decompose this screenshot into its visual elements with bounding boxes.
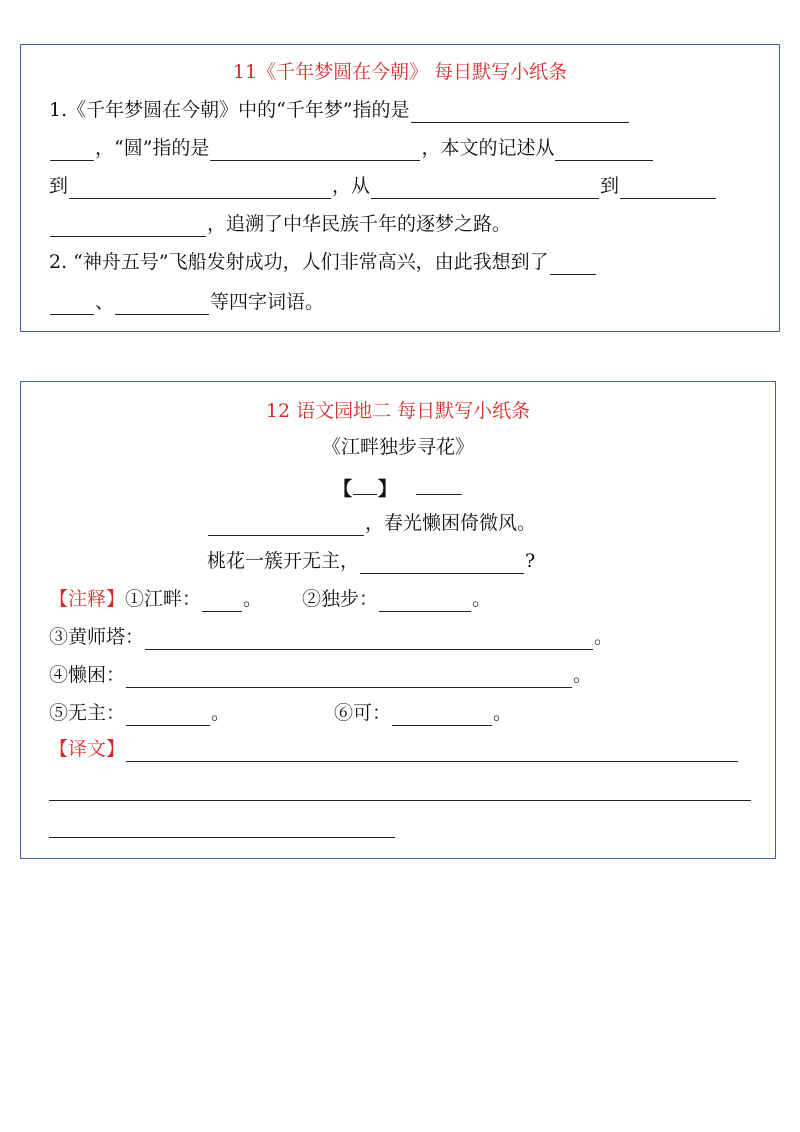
bracket-left: 【 — [332, 478, 352, 500]
answer-blank[interactable] — [115, 294, 209, 315]
poem-blank[interactable] — [360, 553, 524, 574]
notes-line-2 — [49, 624, 613, 650]
answer-blank[interactable] — [620, 178, 716, 199]
poem-text: ? — [525, 550, 536, 572]
translation-line-2[interactable] — [49, 800, 751, 801]
note-blank[interactable] — [126, 667, 572, 688]
poem-text: ，春光懒困倚微风。 — [365, 512, 537, 534]
question-1-line-2 — [49, 135, 654, 161]
card-title: 11《千年梦圆在今朝》 每日默写小纸条 — [232, 61, 568, 83]
answer-blank[interactable] — [411, 102, 629, 123]
poem-text: 桃花一簇开无主， — [207, 550, 360, 572]
note-text: ②独步： — [302, 588, 379, 610]
answer-blank[interactable] — [555, 140, 653, 161]
question-text: ，“圆”指的是 — [95, 137, 210, 159]
bracket-right: 】 — [377, 478, 397, 500]
note-end: 。 — [493, 702, 513, 724]
notes-line-1 — [49, 586, 491, 612]
question-text: ，本文的记述从 — [421, 137, 555, 159]
answer-blank[interactable] — [50, 294, 94, 315]
note-end: 。 — [211, 702, 231, 724]
poem-line-2 — [207, 548, 535, 574]
note-blank[interactable] — [202, 591, 242, 612]
question-text: ，从 — [332, 175, 371, 197]
note-text: ④懒困： — [49, 664, 126, 686]
answer-blank[interactable] — [371, 178, 599, 199]
answer-blank[interactable] — [210, 140, 420, 161]
notes-line-3 — [49, 662, 592, 688]
note-end: 。 — [243, 588, 263, 610]
worksheet-card-lesson-12 — [20, 381, 776, 859]
poem-title: 《江畔独步寻花》 — [321, 436, 474, 458]
answer-blank[interactable] — [50, 216, 206, 237]
note-text: ①江畔： — [125, 588, 202, 610]
note-blank[interactable] — [145, 629, 593, 650]
notes-line-4 — [49, 700, 512, 726]
note-end: 。 — [472, 588, 492, 610]
note-text: ③黄师塔： — [49, 626, 145, 648]
note-end: 。 — [573, 664, 593, 686]
poem-line-1 — [207, 510, 536, 536]
question-2-line-1 — [49, 249, 597, 275]
translation-blank[interactable] — [126, 741, 738, 762]
note-text: ⑤无主： — [49, 702, 126, 724]
question-1-line-1 — [49, 97, 630, 123]
answer-blank[interactable] — [69, 178, 331, 199]
translation-line-3[interactable] — [49, 837, 395, 838]
note-blank[interactable] — [392, 705, 492, 726]
question-1-line-3 — [49, 173, 717, 199]
note-blank[interactable] — [379, 591, 471, 612]
card-title: 12 语文园地二 每日默写小纸条 — [265, 400, 531, 422]
poem-author-line — [21, 474, 775, 502]
worksheet-card-lesson-11 — [20, 44, 780, 332]
question-text: 到 — [49, 175, 69, 197]
answer-blank[interactable] — [50, 140, 94, 161]
translation-line-1 — [49, 736, 739, 762]
note-end: 。 — [594, 626, 614, 648]
poem-blank[interactable] — [208, 515, 364, 536]
question-text: 等四字词语。 — [210, 291, 325, 313]
question-text: ，追溯了中华民族千年的逐梦之路。 — [207, 213, 512, 235]
separator: 、 — [95, 291, 115, 313]
translation-label: 【译文】 — [49, 738, 126, 760]
answer-blank[interactable] — [550, 254, 596, 275]
notes-label: 【注释】 — [49, 588, 126, 610]
question-text: 1.《千年梦圆在今朝》中的“千年梦”指的是 — [49, 99, 410, 121]
author-blank[interactable] — [416, 474, 462, 495]
dynasty-blank[interactable] — [353, 476, 377, 495]
question-1-line-4 — [49, 211, 511, 237]
note-text: ⑥可： — [334, 702, 392, 724]
note-blank[interactable] — [126, 705, 210, 726]
question-text: 到 — [600, 175, 620, 197]
question-2-line-2 — [49, 289, 324, 315]
question-text: 2. “神舟五号”飞船发射成功，人们非常高兴，由此我想到了 — [49, 251, 549, 273]
